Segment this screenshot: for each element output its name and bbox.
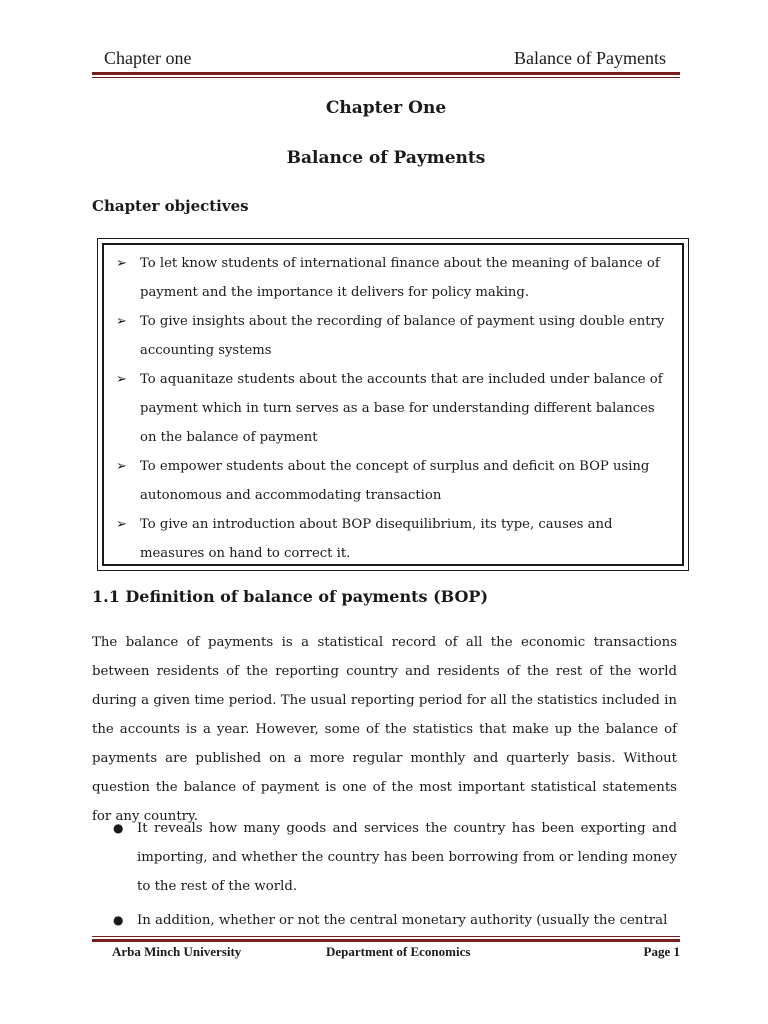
- arrow-bullet-icon: ➢: [116, 459, 127, 474]
- header-title-label: Balance of Payments: [514, 48, 666, 68]
- footer-rule-thin: [92, 936, 680, 937]
- footer-university: Arba Minch University: [112, 944, 242, 959]
- arrow-bullet-icon: ➢: [116, 517, 127, 532]
- bullet-item: [110, 906, 677, 935]
- chapter-subtitle: Balance of Payments: [286, 148, 486, 168]
- section-bullet-list: [110, 814, 677, 940]
- bullet-dot-icon: ●: [113, 913, 124, 927]
- footer-page-number: Page 1: [643, 944, 680, 959]
- objectives-heading: Chapter objectives: [92, 197, 249, 215]
- header-rule-thin: [92, 77, 680, 78]
- objective-text: To give an introduction about BOP disequilibrium, its type, causes and measures on hand to correct it.: [140, 517, 613, 561]
- section-heading: 1.1 Definition of balance of payments (BOP): [92, 587, 489, 606]
- running-header: [92, 48, 680, 72]
- objective-text: To let know students of international finance about the meaning of balance of payment and the importance it delivers for policy making.: [140, 256, 660, 300]
- bullet-item: [110, 814, 677, 901]
- arrow-bullet-icon: ➢: [116, 314, 127, 329]
- section-paragraph: The balance of payments is a statistical record of all the economic transactions between residents of the reporting country and residents of the rest of the world during a given time period. The usual reporting period for all the statistics included in the accounts is a year. However, some of the statistics that make up the balance of payments are published on a more regular monthly and quarterly basis. Without question the balance of payment is one of the most important statistical statements for any country.: [92, 635, 677, 824]
- header-rule-thick: [92, 72, 680, 75]
- objective-item: [116, 307, 672, 365]
- objective-text: To aquanitaze students about the accounts that are included under balance of payment which in turn serves as a base for understanding different balances on the balance of payment: [140, 372, 663, 445]
- bullet-dot-icon: ●: [113, 821, 124, 835]
- objectives-list: [116, 249, 672, 568]
- footer-rule-thick: [92, 939, 680, 942]
- objective-item: [116, 249, 672, 307]
- footer-department: Department of Economics: [326, 944, 471, 959]
- objective-item: [116, 510, 672, 568]
- objective-text: To empower students about the concept of surplus and deficit on BOP using autonomous and accommodating transaction: [140, 459, 650, 503]
- arrow-bullet-icon: ➢: [116, 256, 127, 271]
- objective-text: To give insights about the recording of balance of payment using double entry accounting systems: [140, 314, 665, 358]
- header-chapter-label: Chapter one: [104, 48, 192, 68]
- objective-item: [116, 365, 672, 452]
- objective-item: [116, 452, 672, 510]
- chapter-title: Chapter One: [325, 98, 447, 118]
- objectives-box: [97, 238, 689, 571]
- bullet-text: It reveals how many goods and services the country has been exporting and importing, and whether the country has been borrowing from or lending money to the rest of the world.: [137, 821, 677, 894]
- arrow-bullet-icon: ➢: [116, 372, 127, 387]
- bullet-text: In addition, whether or not the central monetary authority (usually the central: [137, 913, 668, 928]
- objectives-box-inner-border: [102, 243, 684, 566]
- running-footer: [92, 944, 680, 962]
